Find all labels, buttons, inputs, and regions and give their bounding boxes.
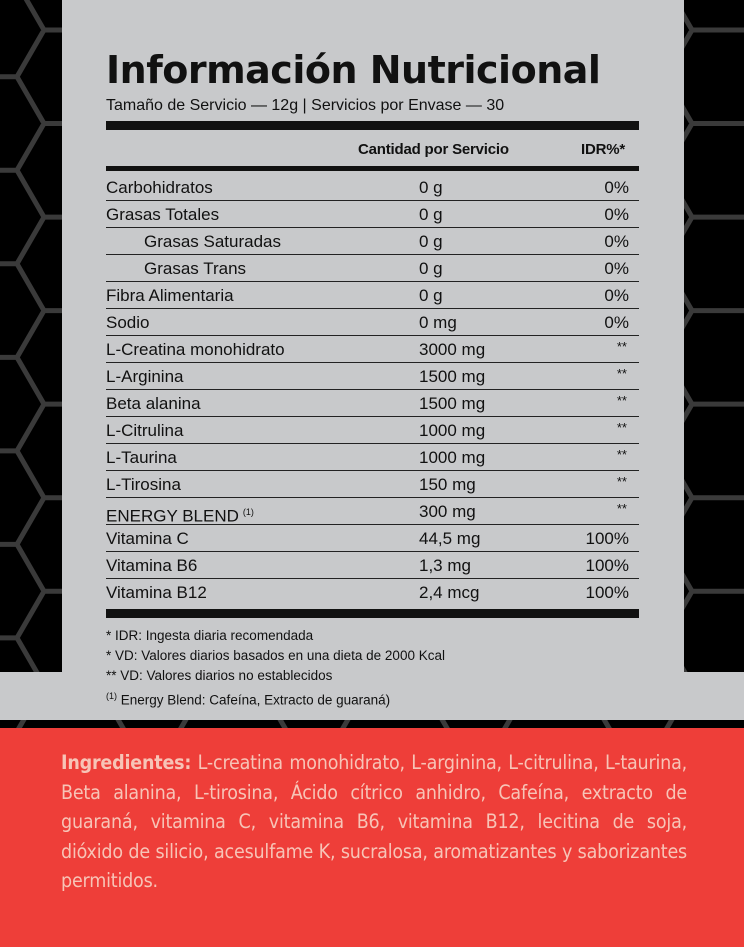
footnote-energy-blend bbox=[106, 686, 445, 711]
nutrition-table bbox=[106, 174, 639, 605]
row-idr: 0% bbox=[604, 286, 629, 305]
row-name: Vitamina C bbox=[106, 529, 189, 548]
bottom-thick-rule bbox=[106, 609, 639, 618]
row-amount: 1500 mg bbox=[419, 394, 486, 413]
row-amount: 1000 mg bbox=[419, 421, 486, 440]
row-idr: 100% bbox=[585, 529, 629, 548]
row-amount: 44,5 mg bbox=[419, 529, 481, 548]
row-name: L-Creatina monohidrato bbox=[106, 340, 285, 359]
footnote-marker: (1) bbox=[242, 507, 254, 517]
row-idr: 0% bbox=[604, 313, 629, 332]
row-idr: ** bbox=[616, 474, 627, 489]
row-amount: 0 g bbox=[419, 178, 443, 197]
row-idr: 0% bbox=[604, 259, 629, 278]
row-idr: 0% bbox=[604, 205, 629, 224]
col-header-idr: IDR%* bbox=[581, 141, 626, 158]
header-rule bbox=[106, 166, 639, 171]
col-header-amount: Cantidad por Servicio bbox=[358, 141, 509, 158]
serving-info: Tamaño de Servicio — 12g | Servicios por Envase — 30 bbox=[106, 97, 505, 114]
row-amount: 0 g bbox=[419, 232, 443, 251]
row-name: L-Taurina bbox=[106, 448, 177, 467]
row-amount: 300 mg bbox=[419, 502, 476, 521]
row-name: Grasas Trans bbox=[144, 259, 247, 278]
row-idr: ** bbox=[616, 447, 627, 462]
table-row bbox=[106, 471, 639, 498]
row-amount: 2,4 mcg bbox=[419, 583, 480, 602]
row-name: L-Citrulina bbox=[106, 421, 184, 440]
ingredients-paragraph bbox=[61, 748, 687, 896]
row-idr: ** bbox=[616, 420, 627, 435]
ingredients-list: L-creatina monohidrato, L-arginina, L-citrulina, L-taurina, Beta alanina, L-tirosina, Ácido cítrico anhidro, Cafeína, extracto de guaraná, vitamina C, vitamina B6, vitamina B12, lecitina de soja, dióxido de silicio, acesulfame K, sucralosa, aromatizantes y saborizantes permitidos. bbox=[61, 751, 687, 892]
row-name: L-Tirosina bbox=[106, 475, 181, 494]
row-name-text: ENERGY BLEND bbox=[106, 506, 239, 526]
footnote-vd: * VD: Valores diarios basados en una dieta de 2000 Kcal bbox=[106, 648, 445, 663]
row-name: Carbohidratos bbox=[106, 178, 213, 197]
table-row bbox=[106, 417, 639, 444]
row-idr: ** bbox=[616, 339, 627, 354]
footnote-marker: (1) bbox=[106, 691, 117, 701]
row-idr: ** bbox=[616, 393, 627, 408]
row-idr: 100% bbox=[585, 556, 629, 575]
nutrition-facts-panel bbox=[62, 0, 684, 720]
table-row bbox=[106, 525, 639, 552]
table-row bbox=[106, 498, 639, 525]
row-name: Vitamina B6 bbox=[106, 556, 198, 575]
row-name: Grasas Saturadas bbox=[144, 232, 282, 251]
footnotes bbox=[106, 626, 445, 711]
row-name: Sodio bbox=[106, 313, 150, 332]
footnote-vd-not-established: ** VD: Valores diarios no establecidos bbox=[106, 668, 333, 683]
row-idr: 100% bbox=[585, 583, 629, 602]
row-name: Beta alanina bbox=[106, 394, 201, 413]
table-row bbox=[106, 228, 639, 255]
row-idr: ** bbox=[616, 366, 627, 381]
ingredients-section bbox=[0, 728, 744, 947]
row-name: Fibra Alimentaria bbox=[106, 286, 234, 305]
row-amount: 1,3 mg bbox=[419, 556, 471, 575]
row-amount: 150 mg bbox=[419, 475, 476, 494]
ingredients-label: Ingredientes: bbox=[61, 751, 192, 774]
row-name: L-Arginina bbox=[106, 367, 184, 386]
row-amount: 1000 mg bbox=[419, 448, 486, 467]
row-name: Vitamina B12 bbox=[106, 583, 207, 602]
table-row bbox=[106, 444, 639, 471]
table-row bbox=[106, 174, 639, 201]
row-idr: 0% bbox=[604, 232, 629, 251]
row-idr: 0% bbox=[604, 178, 629, 197]
row-amount: 0 g bbox=[419, 205, 443, 224]
table-row bbox=[106, 282, 639, 309]
row-amount: 3000 mg bbox=[419, 340, 486, 359]
panel-title: Información Nutricional bbox=[106, 48, 601, 92]
table-row bbox=[106, 363, 639, 390]
top-thick-rule bbox=[106, 121, 639, 130]
table-row bbox=[106, 255, 639, 282]
footnote-energy-blend-text: Energy Blend: Cafeína, Extracto de guaraná) bbox=[117, 692, 391, 708]
table-row bbox=[106, 579, 639, 605]
row-amount: 0 mg bbox=[419, 313, 457, 332]
footnote-idr: * IDR: Ingesta diaria recomendada bbox=[106, 628, 314, 643]
table-row bbox=[106, 336, 639, 363]
row-idr: ** bbox=[616, 501, 627, 516]
table-row bbox=[106, 309, 639, 336]
table-row bbox=[106, 390, 639, 417]
row-name: Grasas Totales bbox=[106, 205, 220, 224]
row-amount: 0 g bbox=[419, 286, 443, 305]
row-amount: 1500 mg bbox=[419, 367, 486, 386]
table-row bbox=[106, 201, 639, 228]
row-amount: 0 g bbox=[419, 259, 443, 278]
table-row bbox=[106, 552, 639, 579]
